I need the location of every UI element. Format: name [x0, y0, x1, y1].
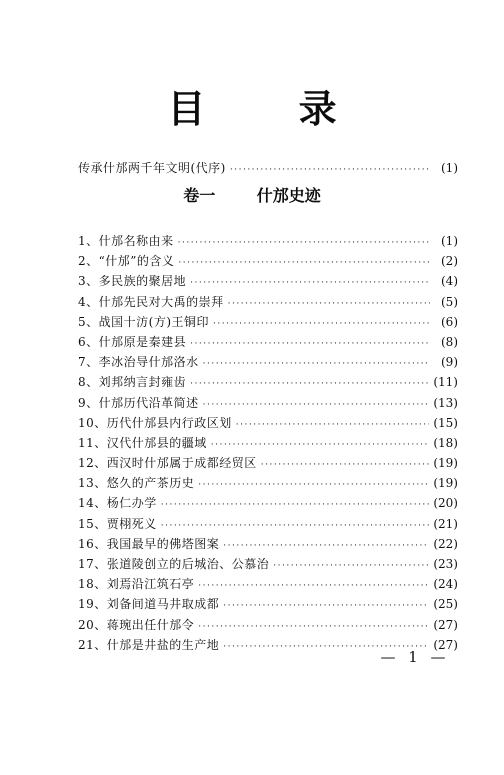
dot-leader [223, 541, 429, 551]
toc-line [78, 434, 458, 454]
dot-leader [178, 258, 430, 268]
dot-leader [273, 561, 429, 571]
toc-line [78, 313, 458, 333]
preface-entry [78, 159, 458, 179]
toc-page-number: (25) [433, 597, 458, 612]
toc-line [78, 293, 458, 313]
dot-leader [161, 500, 430, 510]
toc-list [78, 232, 458, 656]
page-title: 目 录 [167, 87, 377, 131]
toc-line [78, 616, 458, 636]
toc-line [78, 353, 458, 373]
toc-entry-label: 9、什邡历代沿革简述 [78, 395, 199, 410]
dot-leader [198, 480, 429, 490]
dot-leader [236, 420, 430, 430]
toc-entry-label: 8、刘邦纳言封雍齿 [78, 375, 187, 390]
toc-line [78, 515, 458, 535]
dot-leader [190, 339, 430, 349]
toc-page-number: (27) [433, 617, 458, 632]
page-number-footer: — 1 — [380, 648, 450, 666]
toc-page-number: (23) [433, 557, 458, 571]
dot-leader [198, 622, 429, 632]
toc-page-number: (24) [433, 577, 458, 592]
toc-entry-label: 17、张道陵创立的后城治、公慕治 [78, 557, 270, 571]
dot-leader [223, 601, 429, 611]
toc-page-number: (5) [441, 294, 458, 309]
dot-leader [228, 299, 430, 309]
toc-line [78, 555, 458, 575]
toc-entry-label: 4、什邡先民对大禹的崇拜 [78, 294, 224, 309]
toc-line [78, 252, 458, 272]
dot-leader [261, 460, 430, 470]
toc-page-number: (1) [441, 234, 458, 248]
toc-line [78, 414, 458, 434]
toc-line [78, 494, 458, 514]
toc-page-number: (19) [433, 456, 458, 471]
toc-page-number: (19) [433, 476, 458, 491]
toc-page-number: (1) [441, 161, 458, 175]
toc-page-number: (22) [433, 536, 458, 551]
dot-leader [230, 165, 430, 175]
toc-line [78, 333, 458, 353]
toc-page-number: (4) [441, 274, 458, 289]
toc-line [78, 232, 458, 252]
toc-page-number: (21) [433, 516, 458, 531]
dot-leader [213, 319, 430, 329]
toc-page-number: (18) [433, 435, 458, 450]
toc-entry-label: 21、什邡是井盐的生产地 [78, 637, 220, 652]
toc-line [78, 575, 458, 595]
dot-leader [203, 400, 430, 410]
toc-entry-label: 18、刘焉沿江筑石亭 [78, 577, 195, 592]
toc-page-number: (6) [441, 314, 458, 329]
toc-entry-label: 15、贾栩死义 [78, 516, 157, 531]
section-heading [0, 183, 504, 206]
toc-page-number: (9) [441, 355, 458, 370]
toc-entry-label: 2、“什邡”的含义 [78, 254, 175, 269]
toc-entry-label: 7、李冰治导什邡洛水 [78, 355, 199, 370]
toc-line [78, 474, 458, 494]
toc-page-number: (27) [433, 637, 458, 652]
toc-entry-label: 1、什邡名称由来 [78, 234, 174, 248]
toc-entry-label: 16、我国最早的佛塔图案 [78, 536, 220, 551]
toc-line [78, 394, 458, 414]
toc-line [78, 373, 458, 393]
toc-line [78, 595, 458, 615]
toc-page-number: (2) [441, 254, 458, 269]
toc-entry-label: 5、战国十汸(方)王铜印 [78, 314, 209, 329]
toc-line [78, 535, 458, 555]
toc-line [78, 454, 458, 474]
dot-leader [203, 359, 430, 369]
toc-entry-label: 11、汉代什邡县的疆域 [78, 435, 207, 450]
toc-entry-label: 10、历代什邡县内行政区划 [78, 415, 232, 430]
toc-entry-label: 3、多民族的聚居地 [78, 274, 187, 289]
section-name: 什邡史迹 [256, 186, 321, 205]
toc-page-number: (11) [433, 375, 458, 390]
toc-line [78, 272, 458, 292]
toc-entry-label: 13、悠久的产茶历史 [78, 476, 195, 491]
dot-leader [190, 379, 429, 389]
dot-leader [190, 278, 430, 288]
toc-line [78, 159, 458, 179]
toc-entry-label: 12、西汉时什邡属于成都经贸区 [78, 456, 257, 471]
volume-label: 卷一 [183, 186, 216, 205]
dot-leader [198, 581, 429, 591]
dot-leader [161, 521, 430, 531]
toc-page-number: (15) [433, 415, 458, 430]
toc-entry-label: 6、什邡原是秦建县 [78, 334, 187, 349]
toc-entry-label: 20、蒋琬出任什邡令 [78, 617, 195, 632]
toc-entry-label: 19、刘备间道马井取成都 [78, 597, 220, 612]
toc-page-number: (8) [441, 334, 458, 349]
dot-leader [211, 440, 430, 450]
toc-page-number: (20) [433, 496, 458, 511]
toc-entry-label: 14、杨仁办学 [78, 496, 157, 511]
toc-page-number: (13) [433, 395, 458, 410]
toc-entry-label: 传承什邡两千年文明(代序) [78, 161, 226, 175]
dot-leader [178, 238, 430, 248]
